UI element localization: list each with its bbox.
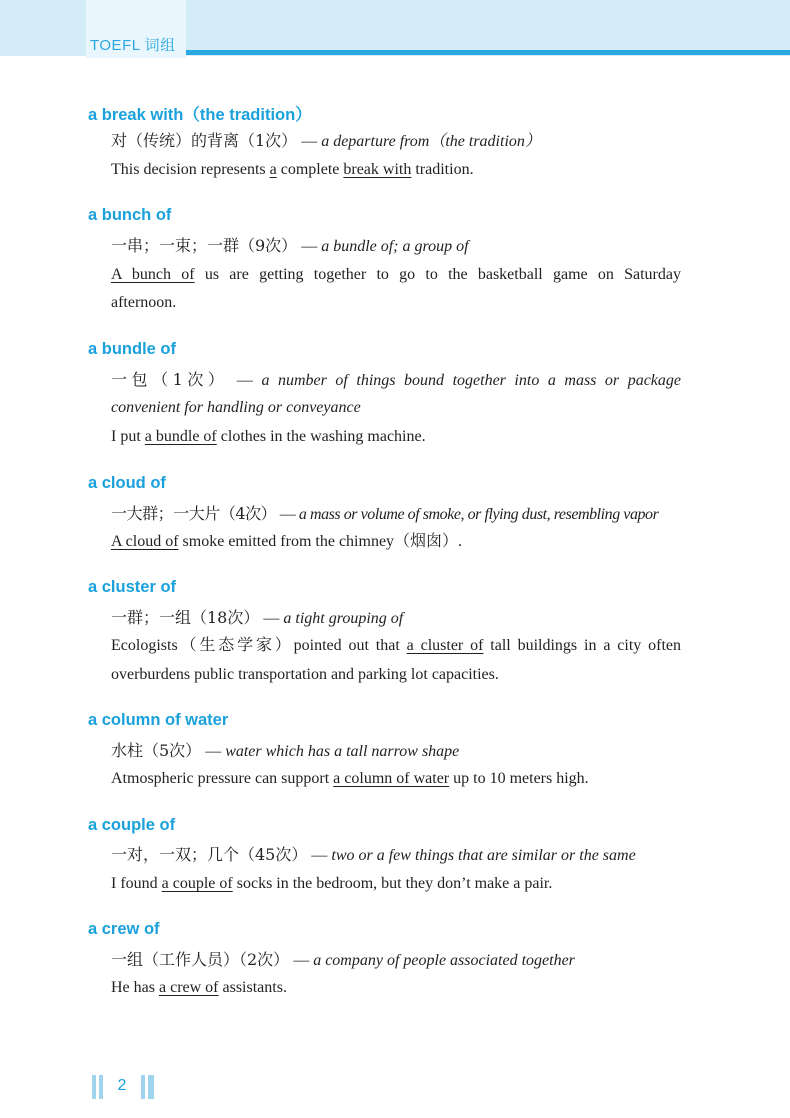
example-line [111, 265, 681, 285]
example-text: Ecologists（生态学家）pointed out that [111, 637, 407, 654]
definition-chinese: 一串；一束；一群（9次） [111, 236, 298, 255]
example-text: Atmospheric pressure can support [111, 770, 334, 787]
example-phrase: A bunch of [111, 266, 195, 283]
example-line [111, 769, 681, 789]
term-heading: a cluster of [88, 578, 177, 596]
example-line-continued [111, 293, 681, 313]
example-phrase: a crew of [158, 979, 219, 996]
example-phrase: a bundle of [144, 428, 217, 445]
header-title: TOEFL 词组 [90, 37, 176, 54]
example-text: socks in the bedroom, but they don’t make a pair. [232, 875, 553, 892]
example-text: smoke emitted from the chimney（烟囱）. [178, 533, 463, 550]
footer-bar-left [92, 1075, 96, 1099]
example-phrase: a column of water [333, 770, 450, 787]
example-text: clothes in the washing machine. [216, 428, 426, 445]
example-text: overburdens public transportation and parking lot capacities. [111, 666, 499, 683]
example-text: tall buildings in a city often [483, 637, 681, 654]
example-text: us are getting together to go to the basketball game on Saturday [194, 266, 681, 283]
example-text: tradition. [411, 161, 474, 178]
definition-line [111, 741, 681, 762]
example-line [111, 636, 681, 656]
header-rule [186, 50, 790, 55]
definition-chinese: 一群；一组（18次） [111, 608, 260, 627]
example-text: complete [276, 161, 344, 178]
example-text: This decision represents [111, 161, 270, 178]
example-text: afternoon. [111, 294, 177, 311]
term-heading: a bunch of [88, 206, 172, 224]
definition-english: a departure from（the tradition） [321, 133, 541, 150]
definition-chinese: 一组（工作人员）（2次） [111, 950, 290, 969]
definition-chinese: 一大群；一大片（4次） [111, 504, 277, 523]
example-line [111, 427, 681, 447]
definition-dash: — [228, 372, 262, 389]
footer-bar-right-inner [141, 1075, 145, 1099]
example-line [111, 978, 681, 998]
definition-dash: — [289, 952, 314, 969]
definition-english: a bundle of; a group of [321, 238, 469, 255]
definition-line-continued [111, 398, 681, 418]
definition-english: a mass or volume of smoke, or flying dust, resembling vapor [298, 506, 659, 523]
definition-english: two or a few things that are similar or the same [331, 847, 636, 864]
definition-line [111, 370, 681, 391]
term-heading: a couple of [88, 816, 176, 834]
definition-english: a number of things bound together into a mass or package [261, 372, 682, 389]
definition-dash: — [276, 506, 299, 523]
definition-chinese: 一对，一双；几个（45次） [111, 845, 308, 864]
example-underlined-article: a [269, 161, 277, 178]
term-heading: a crew of [88, 920, 160, 938]
example-phrase: a couple of [161, 875, 233, 892]
example-text: I put [111, 428, 145, 445]
term-heading: a cloud of [88, 474, 166, 492]
term-heading: a break with（the tradition） [88, 106, 312, 124]
definition-line [111, 608, 681, 629]
example-text: He has [111, 979, 159, 996]
example-line [111, 532, 681, 552]
definition-dash: — [297, 238, 322, 255]
definition-line [111, 131, 681, 152]
footer-bar-left-inner [99, 1075, 103, 1099]
definition-dash: — [307, 847, 332, 864]
term-heading: a bundle of [88, 340, 176, 358]
definition-line [111, 845, 681, 866]
footer-bar-right [148, 1075, 154, 1099]
definition-english: a tight grouping of [283, 610, 404, 627]
definition-chinese: 一包（1次） [111, 370, 229, 389]
example-text: up to 10 meters high. [449, 770, 589, 787]
example-text: I found [111, 875, 162, 892]
term-heading: a column of water [88, 711, 229, 729]
definition-line [111, 950, 681, 971]
page-number: 2 [117, 1077, 127, 1094]
definition-dash: — [297, 133, 322, 150]
example-phrase: A cloud of [111, 533, 179, 550]
definition-chinese: 水柱（5次） [111, 741, 202, 760]
definition-english: convenient for handling or conveyance [111, 399, 361, 416]
example-line [111, 160, 681, 180]
example-line [111, 874, 681, 894]
definition-dash: — [259, 610, 284, 627]
definition-line [111, 236, 681, 257]
definition-line [111, 504, 681, 525]
definition-dash: — [201, 743, 226, 760]
definition-english: water which has a tall narrow shape [225, 743, 460, 760]
example-line-continued [111, 665, 681, 685]
definition-chinese: 对（传统）的背离（1次） [111, 131, 298, 150]
definition-english: a company of people associated together [313, 952, 575, 969]
example-text: assistants. [218, 979, 287, 996]
example-phrase: break with [343, 161, 412, 178]
example-phrase: a cluster of [406, 637, 484, 654]
